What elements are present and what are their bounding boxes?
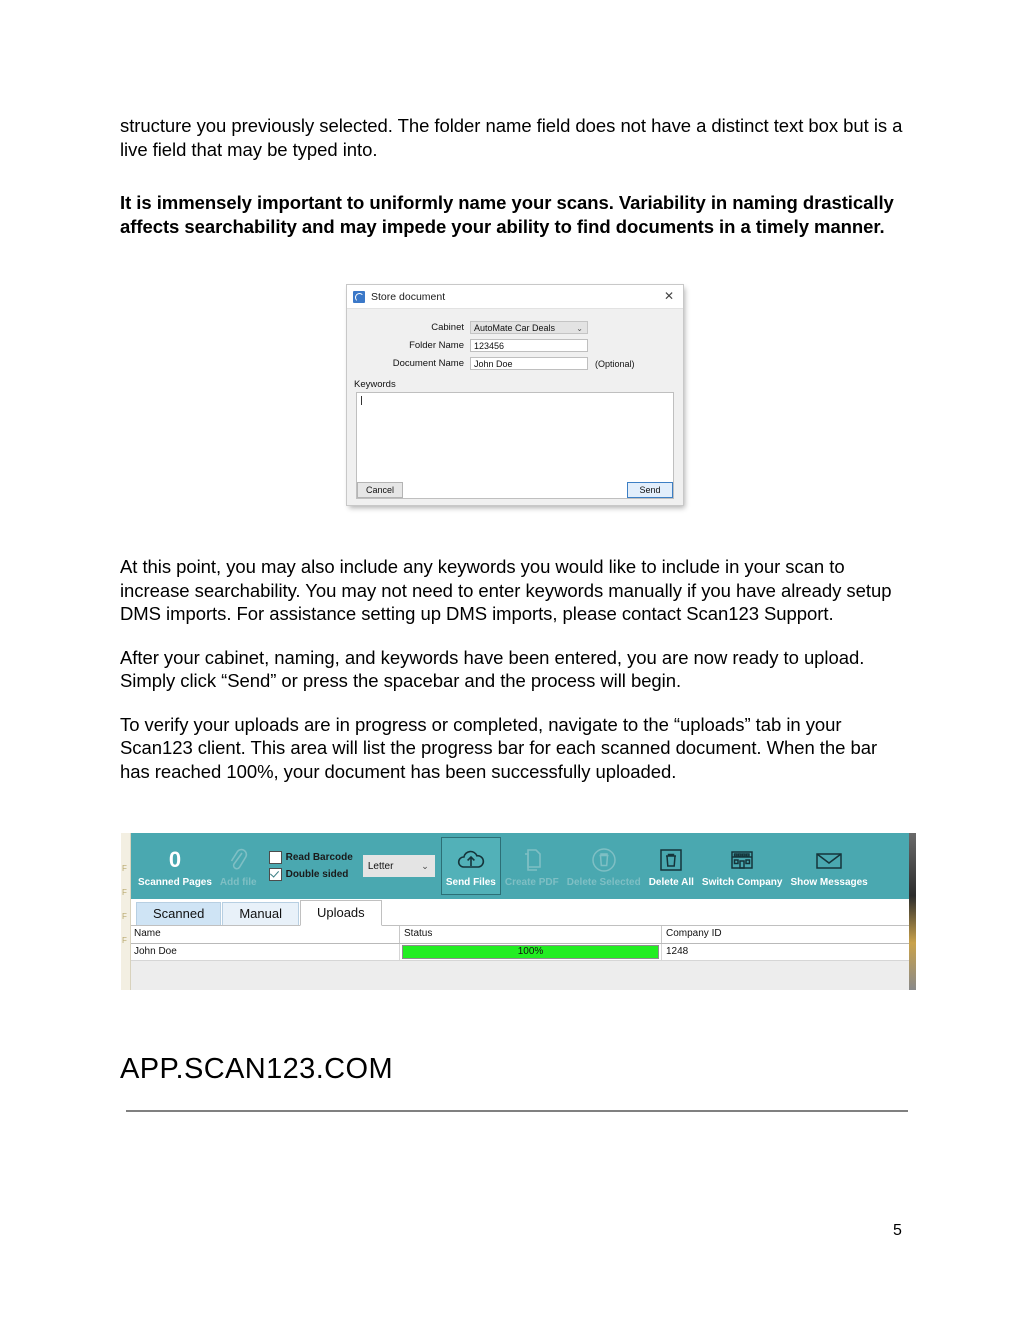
cabinet-field-row <box>347 309 683 334</box>
add-file-button[interactable] <box>216 837 261 895</box>
document-body-2 <box>120 555 910 803</box>
screenshot-right-edge-artifact <box>909 833 916 990</box>
switch-company-label: Switch Company <box>701 876 783 888</box>
footer-title: APP.SCAN123.COM <box>120 1053 394 1085</box>
cell-status <box>400 944 662 960</box>
double-sided-label: Double sided <box>285 869 349 880</box>
documents-icon <box>520 845 544 875</box>
building-icon <box>728 845 756 875</box>
screenshot-left-edge-artifact <box>121 833 131 990</box>
dialog-title: Store document <box>371 290 446 303</box>
cloud-upload-icon <box>456 845 486 875</box>
trash-circle-icon <box>591 845 617 875</box>
send-button[interactable]: Send <box>627 482 673 498</box>
page-number: 5 <box>893 1222 902 1239</box>
grid-empty-area <box>130 961 909 990</box>
folder-name-field-row <box>347 339 683 352</box>
cabinet-label: Cabinet <box>431 322 464 333</box>
read-barcode-label: Read Barcode <box>285 852 353 863</box>
client-toolbar <box>130 833 909 899</box>
paper-size-value: Letter <box>367 860 394 872</box>
create-pdf-label: Create PDF <box>504 876 559 888</box>
double-sided-checkbox[interactable] <box>269 868 353 881</box>
show-messages-label: Show Messages <box>790 876 868 888</box>
cell-name: John Doe <box>130 944 400 960</box>
send-files-button[interactable] <box>441 837 501 895</box>
store-document-dialog <box>347 285 683 505</box>
grid-header-row <box>130 926 909 944</box>
document-name-field-row <box>347 357 683 370</box>
keywords-label: Keywords <box>354 379 396 390</box>
document-name-optional-note: (Optional) <box>595 358 635 369</box>
column-header-status[interactable]: Status <box>400 926 662 943</box>
spacer <box>120 181 910 191</box>
delete-selected-button[interactable] <box>563 837 645 895</box>
create-pdf-button[interactable] <box>501 837 563 895</box>
cabinet-select[interactable] <box>470 321 588 334</box>
paragraph-2-emphasis: It is immensely important to uniformly name your scans. Variability in naming drastically affects searchability and may impede your ability to find documents in a timely manner. <box>120 192 894 237</box>
document-name-input[interactable]: John Doe <box>470 357 588 370</box>
delete-selected-label: Delete Selected <box>566 876 641 888</box>
checkbox-icon <box>269 851 282 864</box>
scan123-client-screenshot <box>121 833 916 990</box>
column-header-name[interactable]: Name <box>130 926 400 943</box>
scanned-pages-counter <box>134 837 216 895</box>
paper-size-select[interactable] <box>363 855 435 877</box>
envelope-icon <box>814 845 844 875</box>
paragraph-3: At this point, you may also include any keywords you would like to include in your scan to increase searchability. You may not need to enter keywords manually if you have already setup DMS imports. For assistance setting up DMS imports, please contact Scan123 Support. <box>120 556 892 624</box>
cancel-button[interactable]: Cancel <box>357 482 403 498</box>
cell-company-id: 1248 <box>666 946 689 957</box>
dialog-title-bar <box>347 285 683 309</box>
add-file-label: Add file <box>219 876 257 888</box>
folder-name-label: Folder Name <box>409 340 464 351</box>
paragraph-5: To verify your uploads are in progress or completed, navigate to the “uploads” tab in your Scan123 client. This area will list the progress bar for each scanned document. When the bar has reached 100%, your document has been successfully uploaded. <box>120 713 878 782</box>
chevron-down-icon: ⌄ <box>421 860 429 871</box>
dialog-button-bar <box>347 481 683 499</box>
read-barcode-checkbox[interactable] <box>269 851 353 864</box>
edge-artifact-glyph: F <box>122 864 127 873</box>
tab-scanned[interactable]: Scanned <box>136 902 221 925</box>
edge-artifact-glyph: F <box>122 912 127 921</box>
close-icon[interactable]: ✕ <box>663 289 675 303</box>
scan123-client-window <box>130 833 909 990</box>
tab-manual[interactable]: Manual <box>222 902 299 925</box>
document-name-label: Document Name <box>392 358 464 369</box>
upload-progress-value: 100% <box>517 946 544 957</box>
chevron-down-icon: ⌄ <box>576 324 583 333</box>
folder-name-input[interactable]: 123456 <box>470 339 588 352</box>
edge-artifact-glyph: F <box>122 888 127 897</box>
document-body <box>120 114 910 258</box>
trash-square-icon <box>658 845 684 875</box>
cabinet-select-value: AutoMate Car Deals <box>474 323 556 333</box>
column-header-company-id[interactable]: Company ID <box>666 928 722 939</box>
text-cursor-icon <box>361 396 362 405</box>
edge-artifact-glyph <box>121 833 130 857</box>
delete-all-label: Delete All <box>648 876 694 888</box>
uploads-grid <box>130 926 909 990</box>
checkbox-checked-icon <box>269 868 282 881</box>
client-tab-bar <box>130 899 909 926</box>
table-row[interactable] <box>130 944 909 961</box>
paragraph-4: After your cabinet, naming, and keywords have been entered, you are now ready to upload. Simply click “Send” or press the spacebar and the process will begin. <box>120 646 865 691</box>
scan-options-group <box>269 851 353 881</box>
paragraph-1: structure you previously selected. The folder name field does not have a distinct text box but is a live field that may be typed into. <box>120 115 903 160</box>
scanned-pages-label: Scanned Pages <box>138 876 212 888</box>
tab-uploads[interactable]: Uploads <box>300 900 382 926</box>
dialog-body <box>347 309 683 505</box>
upload-progress-bar <box>402 945 659 959</box>
show-messages-button[interactable] <box>786 837 871 895</box>
switch-company-button[interactable] <box>698 837 787 895</box>
edge-artifact-glyph: F <box>122 936 127 945</box>
scanned-pages-count: 0 <box>168 846 182 872</box>
scan123-app-icon <box>353 291 365 303</box>
send-files-label: Send Files <box>445 876 496 888</box>
delete-all-button[interactable] <box>645 837 698 895</box>
paperclip-icon <box>227 845 249 875</box>
footer-divider <box>126 1110 908 1112</box>
